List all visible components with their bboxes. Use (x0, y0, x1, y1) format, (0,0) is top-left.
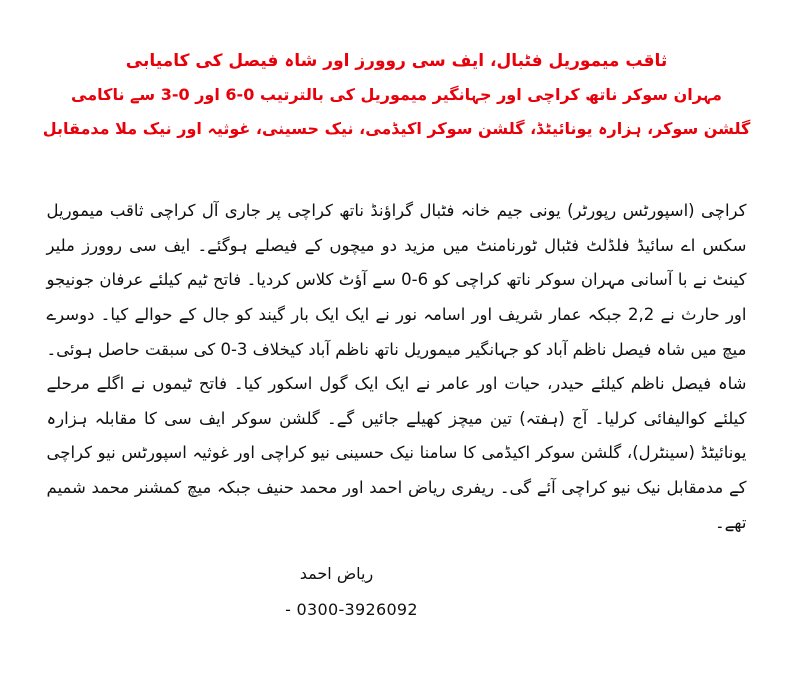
phone-number: 0300-3926092 (296, 600, 418, 620)
article-paragraph: کراچی (اسپورٹس رپورٹر) یونی جیم خانہ فٹبال گراؤنڈ ناتھ کراچی پر جاری آل کراچی ثاقب میموریل سکس اے سائیڈ فلڈلٹ فٹبال ٹورنامنٹ میں مزید دو میچوں کے فیصلے ہوگئے۔ ایف سی روورز ملیر کینٹ نے با آسانی مہران سوکر ناتھ کراچی کو 6-0 سے آؤٹ کلاس کردیا۔ فاتح ٹیم کیلئے عرفان جونیجو اور حارث نے 2,2 جبکہ عمار شریف اور اسامہ نور نے ایک ایک بار گیند کو جال کے حوالے کیا۔ دوسرے میچ میں شاہ فیصل ناظم آباد کو جہانگیر میموریل ناتھ ناظم آباد کیخلاف 3-0 کی سبقت حاصل ہوئی۔ شاہ فیصل ناظم کیلئے حیدر، حیات اور عامر نے ایک ایک گول اسکور کیا۔ فاتح ٹیموں نے اگلے مرحلے کیلئے کوالیفائی کرلیا۔ آج (ہفتہ) تین میچز کھیلے جائیں گے۔ گلشن سوکر ایف سی کا مقابلہ ہزارہ یونائیٹڈ (سینٹرل)، گلشن سوکر اکیڈمی کا سامنا نیک حسینی نیو کراچی اور غوثیہ اسپورٹس نیو کراچی کے مدمقابل نیک نیو کراچی آئے گی۔ ریفری ریاض احمد اور محمد حنیف جبکہ میچ کمشنر محمد شمیم تھے۔ (46, 200, 747, 532)
article-body (47, 194, 747, 540)
reporter-phone (47, 594, 657, 626)
headline-tertiary: گلشن سوکر، ہزارہ یونائیٹڈ، گلشن سوکر اکیڈمی، نیک حسینی، غوثیہ اور نیک ملا مدمقابل (42, 119, 751, 139)
signature-block (47, 558, 747, 626)
headline-block (0, 48, 793, 142)
headline-primary: ثاقب میموریل فٹبال، ایف سی روورز اور شاہ فیصل کی کامیابی (125, 51, 668, 71)
phone-separator: - (285, 600, 292, 620)
document-page (0, 48, 793, 690)
reporter-name: ریاض احمد (299, 564, 374, 584)
headline-secondary: مہران سوکر ناتھ کراچی اور جہانگیر میموریل کی بالترتیب 0-6 اور 0-3 سے ناکامی (71, 85, 722, 105)
